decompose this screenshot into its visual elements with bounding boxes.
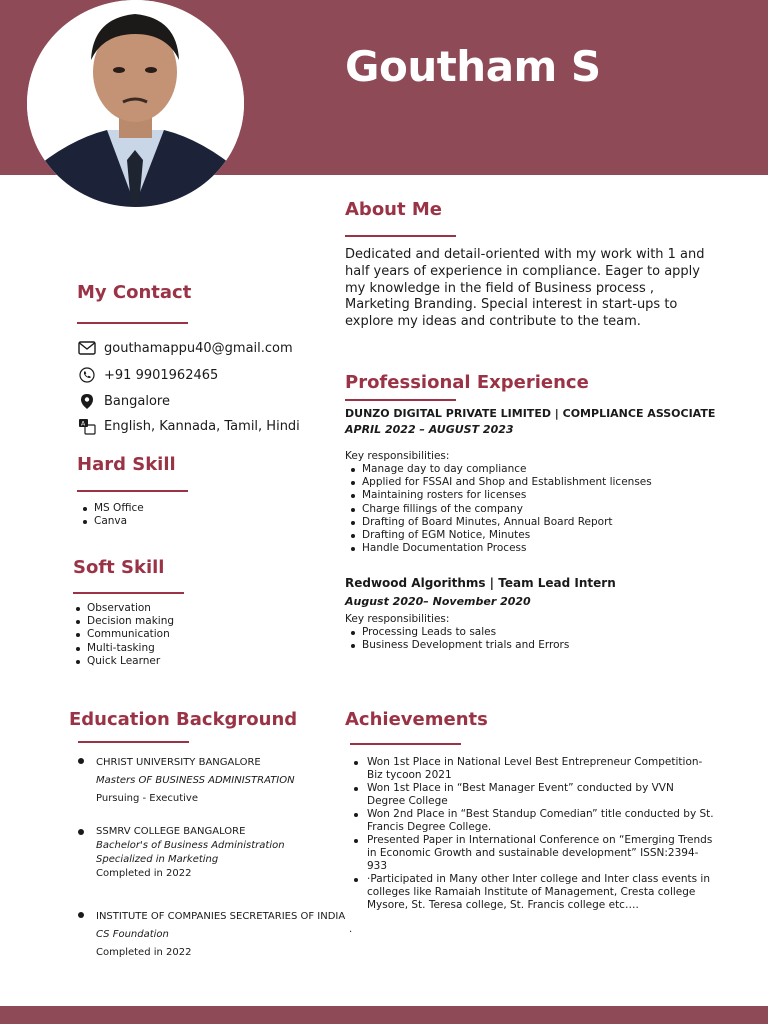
- experience-title: Professional Experience: [345, 372, 589, 393]
- education-status: Pursuing - Executive: [96, 793, 198, 804]
- job-date: August 2020– November 2020: [345, 595, 531, 608]
- list-item: Presented Paper in International Conference on “Emerging Trends in Economic Growth and sustainable development” ISSN:2394-933: [354, 834, 714, 873]
- bullet: [78, 912, 84, 918]
- candidate-name: Goutham S: [345, 42, 601, 91]
- hard-skill-divider: [77, 490, 188, 492]
- list-item: Observation: [74, 602, 174, 615]
- list-item: Manage day to day compliance: [349, 463, 652, 476]
- contact-languages: English, Kannada, Tamil, Hindi: [104, 418, 300, 434]
- bullet: [78, 758, 84, 764]
- list-item: MS Office: [81, 502, 144, 515]
- footer-band: [0, 1006, 768, 1024]
- contact-location-row: [77, 392, 170, 410]
- education-degree: CS Foundation: [96, 929, 169, 940]
- education-item: [78, 908, 346, 962]
- stray-period: .: [349, 924, 353, 935]
- about-divider: [345, 235, 456, 237]
- education-title: Education Background: [69, 709, 298, 730]
- location-pin-icon: [77, 392, 96, 410]
- list-item: Business Development trials and Errors: [349, 639, 569, 652]
- job-date: APRIL 2022 – AUGUST 2023: [345, 423, 514, 436]
- contact-phone-row: [77, 366, 218, 384]
- education-status: Completed in 2022: [96, 868, 192, 879]
- soft-skill-list: [74, 602, 174, 668]
- phone-icon: [77, 366, 96, 384]
- achievements-title: Achievements: [345, 709, 488, 730]
- about-text: Dedicated and detail-oriented with my work with 1 and half years of experience in compliance. Eager to apply my knowledge in the field of Business process , Marketing Branding. Special interest in start-ups to explore my ideas and contribute to the team.: [345, 247, 705, 330]
- education-specialization: Specialized in Marketing: [96, 854, 219, 865]
- list-item: Multi-tasking: [74, 642, 174, 655]
- education-item: [78, 825, 338, 881]
- list-item: Maintaining rosters for licenses: [349, 489, 652, 502]
- contact-divider: [77, 322, 188, 324]
- education-divider: [78, 741, 189, 743]
- mail-icon: [77, 339, 96, 357]
- achievements-list: [354, 756, 714, 912]
- list-item: Charge fillings of the company: [349, 503, 652, 516]
- education-item: [78, 754, 338, 808]
- list-item: Quick Learner: [74, 655, 174, 668]
- list-item: Applied for FSSAI and Shop and Establishment licenses: [349, 476, 652, 489]
- key-responsibilities-label: Key responsibilities:: [345, 613, 450, 625]
- hard-skill-list: [81, 502, 144, 528]
- list-item: Won 1st Place in National Level Best Entrepreneur Competition- Biz tycoon 2021: [354, 756, 714, 782]
- job-responsibility-list: [349, 626, 569, 652]
- list-item: Processing Leads to sales: [349, 626, 569, 639]
- soft-skill-divider: [73, 592, 184, 594]
- education-status: Completed in 2022: [96, 947, 192, 958]
- list-item: Handle Documentation Process: [349, 542, 652, 555]
- list-item: Won 1st Place in “Best Manager Event” conducted by VVN Degree College: [354, 782, 714, 808]
- about-title: About Me: [345, 199, 442, 220]
- list-item: Decision making: [74, 615, 174, 628]
- contact-email-row: [77, 339, 293, 357]
- job-title: DUNZO DIGITAL PRIVATE LIMITED | COMPLIANCE ASSOCIATE: [345, 407, 716, 420]
- education-institution: CHRIST UNIVERSITY BANGALORE: [96, 757, 261, 768]
- education-degree: Bachelor's of Business Administration: [96, 840, 285, 851]
- list-item: Canva: [81, 515, 144, 528]
- profile-photo: [27, 0, 244, 207]
- education-degree: Masters OF BUSINESS ADMINISTRATION: [96, 775, 295, 786]
- bullet: [78, 829, 84, 835]
- job-responsibility-list: [349, 463, 652, 555]
- education-institution: SSMRV COLLEGE BANGALORE: [96, 826, 246, 837]
- list-item: Communication: [74, 628, 174, 641]
- contact-title: My Contact: [77, 282, 192, 303]
- job-title: Redwood Algorithms | Team Lead Intern: [345, 576, 616, 590]
- svg-text:A: A: [80, 420, 85, 427]
- key-responsibilities-label: Key responsibilities:: [345, 450, 450, 462]
- list-item: Won 2nd Place in “Best Standup Comedian” title conducted by St. Francis Degree College.: [354, 808, 714, 834]
- soft-skill-title: Soft Skill: [73, 557, 165, 578]
- list-item: Drafting of EGM Notice, Minutes: [349, 529, 652, 542]
- contact-languages-row: [77, 417, 300, 435]
- list-item: ·Participated in Many other Inter college and Inter class events in colleges like Ramaiah Institute of Management, Cresta college Mysore, St. Teresa college, St. Francis college etc….: [354, 873, 714, 912]
- contact-location: Bangalore: [104, 393, 170, 409]
- language-icon: [77, 417, 96, 435]
- contact-phone[interactable]: +91 9901962465: [104, 367, 219, 383]
- hard-skill-title: Hard Skill: [77, 454, 176, 475]
- education-institution: INSTITUTE OF COMPANIES SECRETARIES OF INDIA: [96, 911, 346, 922]
- achievements-divider: [350, 743, 461, 745]
- experience-divider: [345, 399, 456, 401]
- list-item: Drafting of Board Minutes, Annual Board Report: [349, 516, 652, 529]
- contact-email[interactable]: gouthamappu40@gmail.com: [104, 340, 293, 356]
